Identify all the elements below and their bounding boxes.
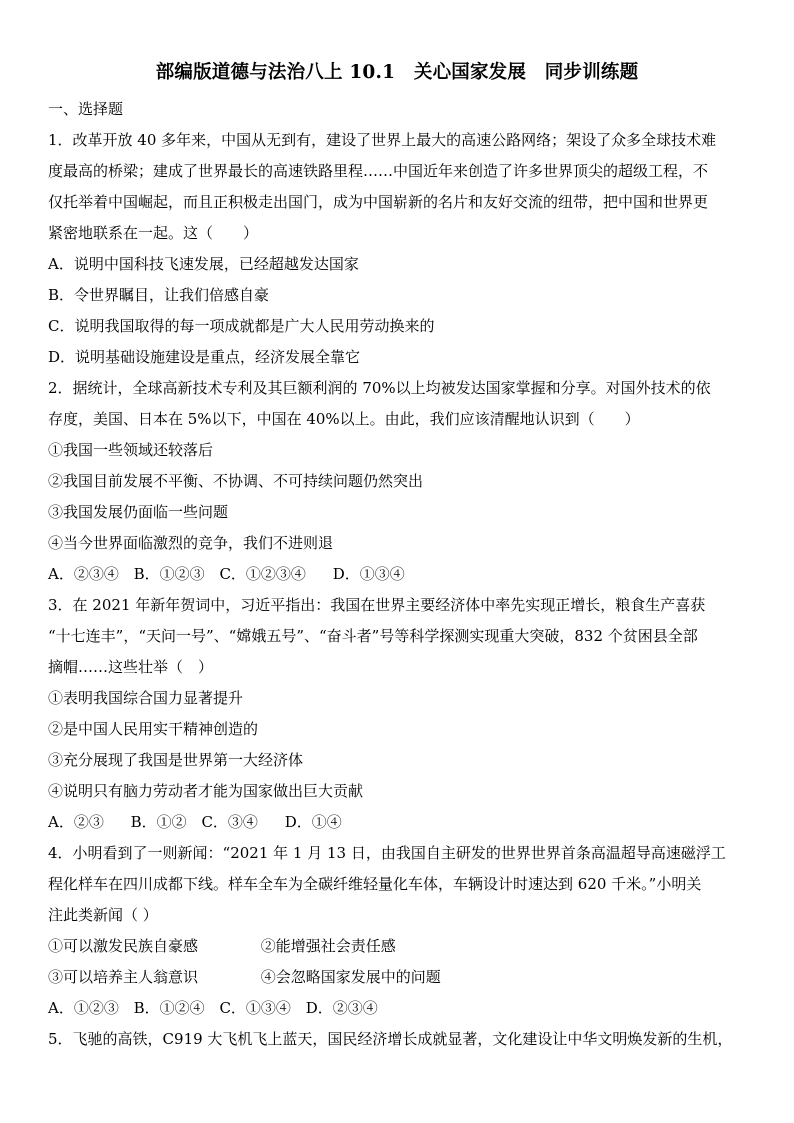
question-stem-line: 2．据统计，全球高新技术专利及其巨额利润的 70%以上均被发达国家掌握和分享。对国外技术的依 xyxy=(48,379,711,397)
option-d: D．说明基础设施建设是重点，经济发展全靠它 xyxy=(48,348,361,366)
choice-a: A．②③ xyxy=(48,813,104,831)
choice-c: C．①③④ xyxy=(219,999,291,1017)
choice-a: A．①②③ xyxy=(48,999,119,1017)
statement-1: ①我国一些领域还较落后 xyxy=(48,441,214,459)
question-stem-line: 5．飞驰的高铁，C919 大飞机飞上蓝天，国民经济增长成就显著，文化建设让中华文明焕发新的生机， xyxy=(48,1030,733,1048)
statement-4: ④会忽略国家发展中的问题 xyxy=(260,968,441,986)
question-stem-line: 4．小明看到了一则新闻：“2021 年 1 月 13 日，由我国自主研发的世界世界首条高温超导高速磁浮工 xyxy=(48,844,726,862)
question-stem-line: 1．改革开放 40 多年来，中国从无到有，建设了世界上最大的高速公路网络；架设了众多全球技术难 xyxy=(48,131,717,149)
choice-d: D．①④ xyxy=(284,813,342,831)
statement-3: ③充分展现了我国是世界第一大经济体 xyxy=(48,751,304,769)
choice-b: B．①② xyxy=(130,813,187,831)
statement-2: ②能增强社会责任感 xyxy=(260,937,396,955)
choice-b: B．①②④ xyxy=(133,999,205,1017)
statement-1: ①可以激发民族自豪感 xyxy=(48,937,199,955)
option-b: B．令世界瞩目，让我们倍感自豪 xyxy=(48,286,270,304)
choice-row xyxy=(48,807,748,838)
page-title: 部编版道德与法治八上 10.1 关心国家发展 同步训练题 xyxy=(155,62,639,83)
statement-row xyxy=(48,931,748,962)
question-4 xyxy=(48,838,748,1024)
statement-4: ④当今世界面临激烈的竞争，我们不进则退 xyxy=(48,534,334,552)
choice-row xyxy=(48,559,748,590)
question-stem-line: 程化样车在四川成都下线。样车全车为全碳纤维轻量化车体，车辆设计时速达到 620 千米。”小明关 xyxy=(48,875,702,893)
question-stem-line: 注此类新闻（ ） xyxy=(48,906,158,924)
question-5 xyxy=(48,1024,748,1055)
question-stem-line: 仅托举着中国崛起，而且正积极走出国门，成为中国崭新的名片和友好交流的纽带，把中国和世界更 xyxy=(48,193,709,211)
statement-row xyxy=(48,962,748,993)
choice-c: C．①②③④ xyxy=(219,565,306,583)
question-stem-line: 摘帽……这些壮举（ ） xyxy=(48,658,214,676)
statement-1: ①表明我国综合国力显著提升 xyxy=(48,689,244,707)
section-heading: 一、选择题 xyxy=(48,100,124,118)
question-list xyxy=(48,94,748,1055)
choice-a: A．②③④ xyxy=(48,565,119,583)
choice-c: C．③④ xyxy=(201,813,258,831)
option-c: C．说明我国取得的每一项成就都是广大人民用劳动换来的 xyxy=(48,317,435,335)
option-a: A．说明中国科技飞速发展，已经超越发达国家 xyxy=(48,255,359,273)
statement-2: ②是中国人民用实干精神创造的 xyxy=(48,720,259,738)
choice-d: D．②③④ xyxy=(305,999,378,1017)
choice-b: B．①②③ xyxy=(133,565,205,583)
question-2 xyxy=(48,373,748,590)
question-stem-line: 度最高的桥梁；建成了世界最长的高速铁路里程……中国近年来创造了许多世界顶尖的超级工程，不 xyxy=(48,162,709,180)
choice-row xyxy=(48,993,748,1024)
question-stem-line: 紧密地联系在一起。这（ ） xyxy=(48,224,259,242)
question-1 xyxy=(48,125,748,373)
statement-2: ②我国目前发展不平衡、不协调、不可持续问题仍然突出 xyxy=(48,472,424,490)
choice-d: D．①③④ xyxy=(332,565,405,583)
statement-4: ④说明只有脑力劳动者才能为国家做出巨大贡献 xyxy=(48,782,364,800)
question-stem-line: 存度，美国、日本在 5%以下，中国在 40%以上。由此，我们应该清醒地认识到（ ） xyxy=(48,410,640,428)
statement-3: ③我国发展仍面临一些问题 xyxy=(48,503,229,521)
question-3 xyxy=(48,590,748,838)
question-stem-line: “十七连丰”，“天问一号”、“嫦娥五号”、“奋斗者”号等科学探测实现重大突破，832 个贫困县全部 xyxy=(48,627,698,645)
statement-3: ③可以培养主人翁意识 xyxy=(48,968,199,986)
question-stem-line: 3．在 2021 年新年贺词中，习近平指出：我国在世界主要经济体中率先实现正增长，粮食生产喜获 xyxy=(48,596,706,614)
